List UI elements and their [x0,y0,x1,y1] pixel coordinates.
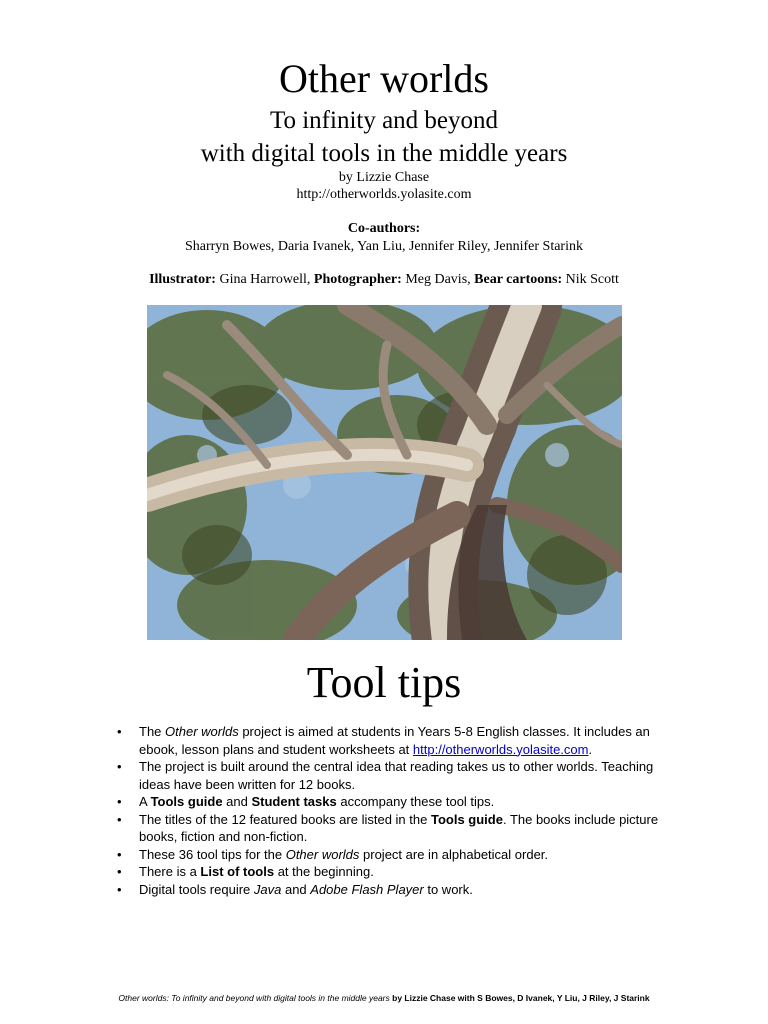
bullet-icon: • [117,724,122,739]
section-title: Tool tips [306,658,462,707]
photographer-name: Meg Davis [405,272,468,287]
list-item: • There is a List of tools at the beginning. [117,864,374,879]
footer-title: Other worlds: To infinity and beyond with digital tools in the middle years [118,993,390,1003]
tool-tips-list [115,723,675,898]
bullet-icon: • [117,864,122,879]
illustrator-label: Illustrator: [149,272,216,287]
coauthors-label: Co-authors: [347,221,421,236]
list-item: • These 36 tool tips for the Other worlds project are in alphabetical order. [117,846,549,862]
document-title: Other worlds [279,56,489,101]
footer-author: by Lizzie Chase [389,993,456,1003]
bullet-icon: • [117,759,122,774]
page-footer [0,993,768,1004]
credits-line: Illustrator: Gina Harrowell, Photographer: Meg Davis, Bear cartoons: Nik Scott [149,272,619,287]
subtitle-line-1: To infinity and beyond [269,107,499,134]
cartoons-label: Bear cartoons: [474,272,563,287]
website-url: http://otherworlds.yolasite.com [296,187,472,202]
cartoons-name: Nik Scott [565,272,619,287]
footer-coauthors: with S Bowes, D Ivanek, Y Liu, J Riley, J Starink [455,993,650,1003]
subtitle-line-2: with digital tools in the middle years [200,140,568,167]
coauthors-names: Sharryn Bowes, Daria Ivanek, Yan Liu, Jennifer Riley, Jennifer Starink [184,239,583,254]
list-item: • Digital tools require Java and Adobe Flash Player to work. [117,881,473,897]
photographer-label: Photographer: [313,272,402,287]
bullet-icon: • [117,811,122,827]
list-item: • The project is built around the central idea that reading takes us to other worlds. Teaching ideas have been written for 12 books. [117,759,654,792]
list-item: • The Other worlds project is aimed at students in Years 5-8 English classes. It includes an ebook, lesson plans and student worksheets at http://otherworlds.yolasite.com. [117,724,650,757]
byline: by Lizzie Chase [338,170,430,185]
list-item: • A Tools guide and Student tasks accompany these tool tips. [117,794,495,809]
bullet-icon: • [117,881,122,897]
illustrator-name: Gina Harrowell [219,272,307,287]
project-link[interactable]: http://otherworlds.yolasite.com [412,741,589,757]
bullet-icon: • [117,846,122,862]
bullet-icon: • [117,794,122,809]
list-item: • The titles of the 12 featured books are listed in the Tools guide. The books include picture books, fiction and non-fiction. [117,811,659,844]
tree-photo [147,305,622,640]
